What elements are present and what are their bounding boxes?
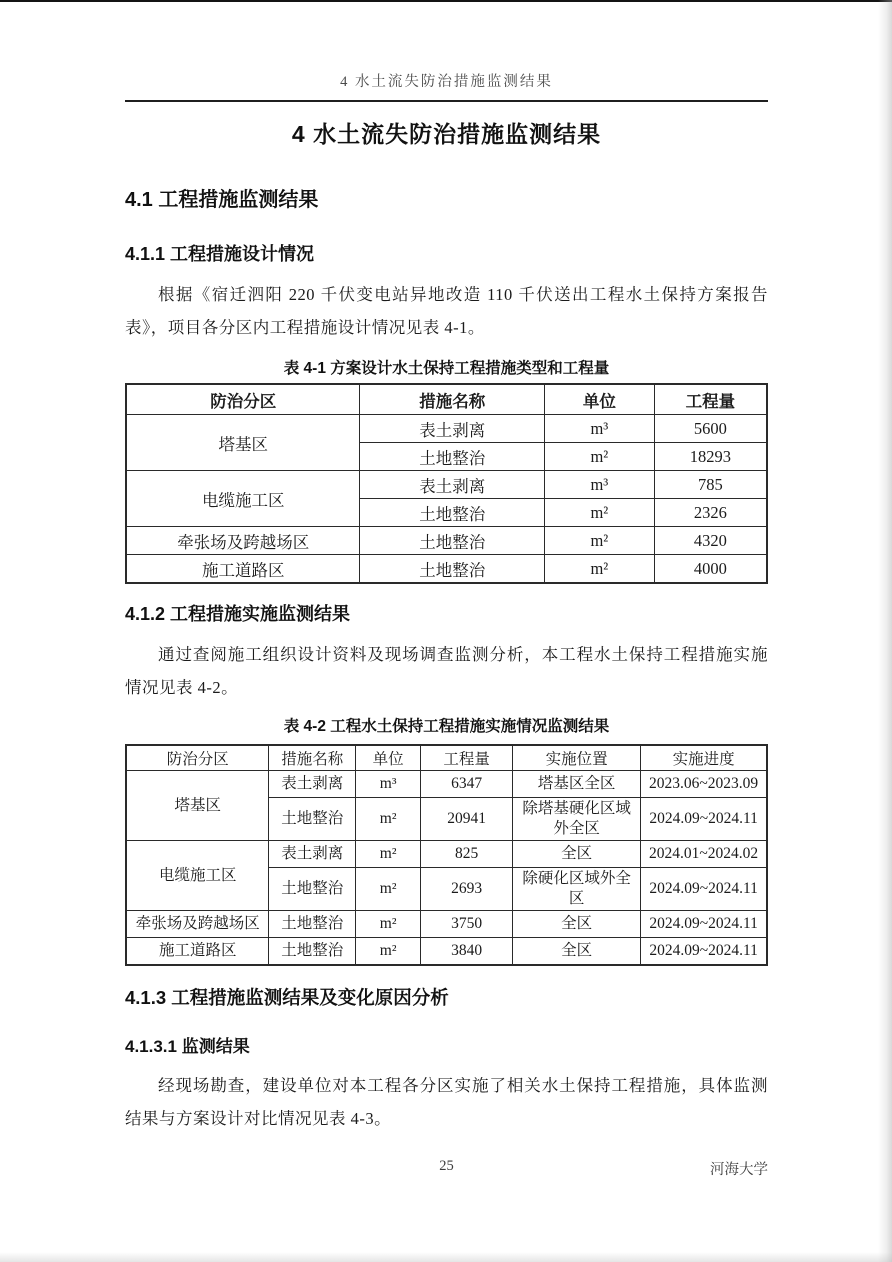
- table-row: [126, 771, 767, 798]
- unit-cell: m²: [545, 443, 655, 471]
- location-cell: 塔基区全区: [513, 771, 641, 798]
- column-header: 单位: [355, 745, 420, 771]
- schedule-cell: 2024.09~2024.11: [641, 911, 767, 938]
- column-header: 工程量: [421, 745, 513, 771]
- heading-4-1-3-1: 4.1.3.1 监测结果: [125, 1037, 250, 1056]
- measure-cell: 土地整治: [269, 911, 356, 938]
- location-cell: 全区: [513, 841, 641, 868]
- unit-cell: m³: [545, 471, 655, 499]
- qty-cell: 4320: [654, 527, 767, 555]
- unit-cell: m²: [355, 868, 420, 911]
- table-4-2-caption: 表 4-2 工程水土保持工程措施实施情况监测结果: [283, 718, 610, 735]
- heading-4-1-3: 4.1.3 工程措施监测结果及变化原因分析: [125, 987, 449, 1008]
- measure-cell: 表土剥离: [360, 471, 545, 499]
- paragraph-4-1-3-1: 经现场勘查，建设单位对本工程各分区实施了相关水土保持工程措施，具体监测结果与方案设计对比情况见表 4-3。: [125, 1076, 768, 1128]
- table-row: [126, 841, 767, 868]
- location-cell: 全区: [513, 938, 641, 966]
- table-4-2: [125, 744, 768, 966]
- zone-cell: 施工道路区: [126, 555, 360, 584]
- qty-cell: 825: [421, 841, 513, 868]
- qty-cell: 18293: [654, 443, 767, 471]
- location-cell: 除塔基硬化区域外全区: [513, 798, 641, 841]
- table-row: [126, 555, 767, 584]
- zone-cell: 施工道路区: [126, 938, 269, 966]
- qty-cell: 2693: [421, 868, 513, 911]
- paragraph-4-1-1: 根据《宿迁泗阳 220 千伏变电站异地改造 110 千伏送出工程水土保持方案报告表》，项目各分区内工程措施设计情况见表 4-1。: [125, 285, 768, 337]
- table-row: [126, 384, 767, 415]
- heading-4-1: 4.1 工程措施监测结果: [125, 189, 319, 211]
- schedule-cell: 2023.06~2023.09: [641, 771, 767, 798]
- running-head: 4 水土流失防治措施监测结果: [340, 74, 553, 90]
- qty-cell: 20941: [421, 798, 513, 841]
- column-header: 实施进度: [641, 745, 767, 771]
- unit-cell: m²: [545, 499, 655, 527]
- measure-cell: 表土剥离: [360, 415, 545, 443]
- heading-4-1-1: 4.1.1 工程措施设计情况: [125, 244, 315, 264]
- table-row: [126, 471, 767, 499]
- qty-cell: 3840: [421, 938, 513, 966]
- column-header: 措施名称: [360, 384, 545, 415]
- zone-cell: 塔基区: [126, 771, 269, 841]
- table-row: [126, 527, 767, 555]
- unit-cell: m³: [355, 771, 420, 798]
- unit-cell: m²: [545, 555, 655, 584]
- institution-name: 河海大学: [710, 1162, 768, 1178]
- measure-cell: 表土剥离: [269, 771, 356, 798]
- unit-cell: m²: [545, 527, 655, 555]
- location-cell: 全区: [513, 911, 641, 938]
- unit-cell: m³: [545, 415, 655, 443]
- column-header: 实施位置: [513, 745, 641, 771]
- unit-cell: m²: [355, 841, 420, 868]
- qty-cell: 2326: [654, 499, 767, 527]
- schedule-cell: 2024.01~2024.02: [641, 841, 767, 868]
- measure-cell: 土地整治: [269, 868, 356, 911]
- qty-cell: 6347: [421, 771, 513, 798]
- column-header: 防治分区: [126, 745, 269, 771]
- table-row: [126, 745, 767, 771]
- table-4-1: [125, 383, 768, 584]
- qty-cell: 3750: [421, 911, 513, 938]
- table-row: [126, 938, 767, 966]
- scan-right-edge: [878, 0, 892, 1262]
- qty-cell: 5600: [654, 415, 767, 443]
- schedule-cell: 2024.09~2024.11: [641, 938, 767, 966]
- zone-cell: 电缆施工区: [126, 841, 269, 911]
- measure-cell: 土地整治: [269, 938, 356, 966]
- table-row: [126, 911, 767, 938]
- column-header: 防治分区: [126, 384, 360, 415]
- page-number: 25: [439, 1158, 454, 1174]
- paragraph-4-1-2: 通过查阅施工组织设计资料及现场调查监测分析，本工程水土保持工程措施实施情况见表 4-2。: [125, 645, 768, 697]
- measure-cell: 土地整治: [269, 798, 356, 841]
- schedule-cell: 2024.09~2024.11: [641, 798, 767, 841]
- table-row: [126, 415, 767, 443]
- measure-cell: 土地整治: [360, 527, 545, 555]
- unit-cell: m²: [355, 911, 420, 938]
- column-header: 措施名称: [269, 745, 356, 771]
- schedule-cell: 2024.09~2024.11: [641, 868, 767, 911]
- measure-cell: 土地整治: [360, 555, 545, 584]
- measure-cell: 土地整治: [360, 499, 545, 527]
- measure-cell: 表土剥离: [269, 841, 356, 868]
- column-header: 工程量: [654, 384, 767, 415]
- unit-cell: m²: [355, 798, 420, 841]
- page-content: [125, 0, 768, 1135]
- table-4-1-caption: 表 4-1 方案设计水土保持工程措施类型和工程量: [283, 360, 610, 377]
- zone-cell: 牵张场及跨越场区: [126, 527, 360, 555]
- zone-cell: 电缆施工区: [126, 471, 360, 527]
- zone-cell: 牵张场及跨越场区: [126, 911, 269, 938]
- heading-4-1-2: 4.1.2 工程措施实施监测结果: [125, 604, 351, 624]
- header-rule: [125, 100, 768, 102]
- zone-cell: 塔基区: [126, 415, 360, 471]
- unit-cell: m²: [355, 938, 420, 966]
- measure-cell: 土地整治: [360, 443, 545, 471]
- qty-cell: 785: [654, 471, 767, 499]
- column-header: 单位: [545, 384, 655, 415]
- qty-cell: 4000: [654, 555, 767, 584]
- scan-bottom-edge: [0, 1252, 892, 1262]
- page-title: 4 水土流失防治措施监测结果: [291, 121, 602, 147]
- location-cell: 除硬化区域外全区: [513, 868, 641, 911]
